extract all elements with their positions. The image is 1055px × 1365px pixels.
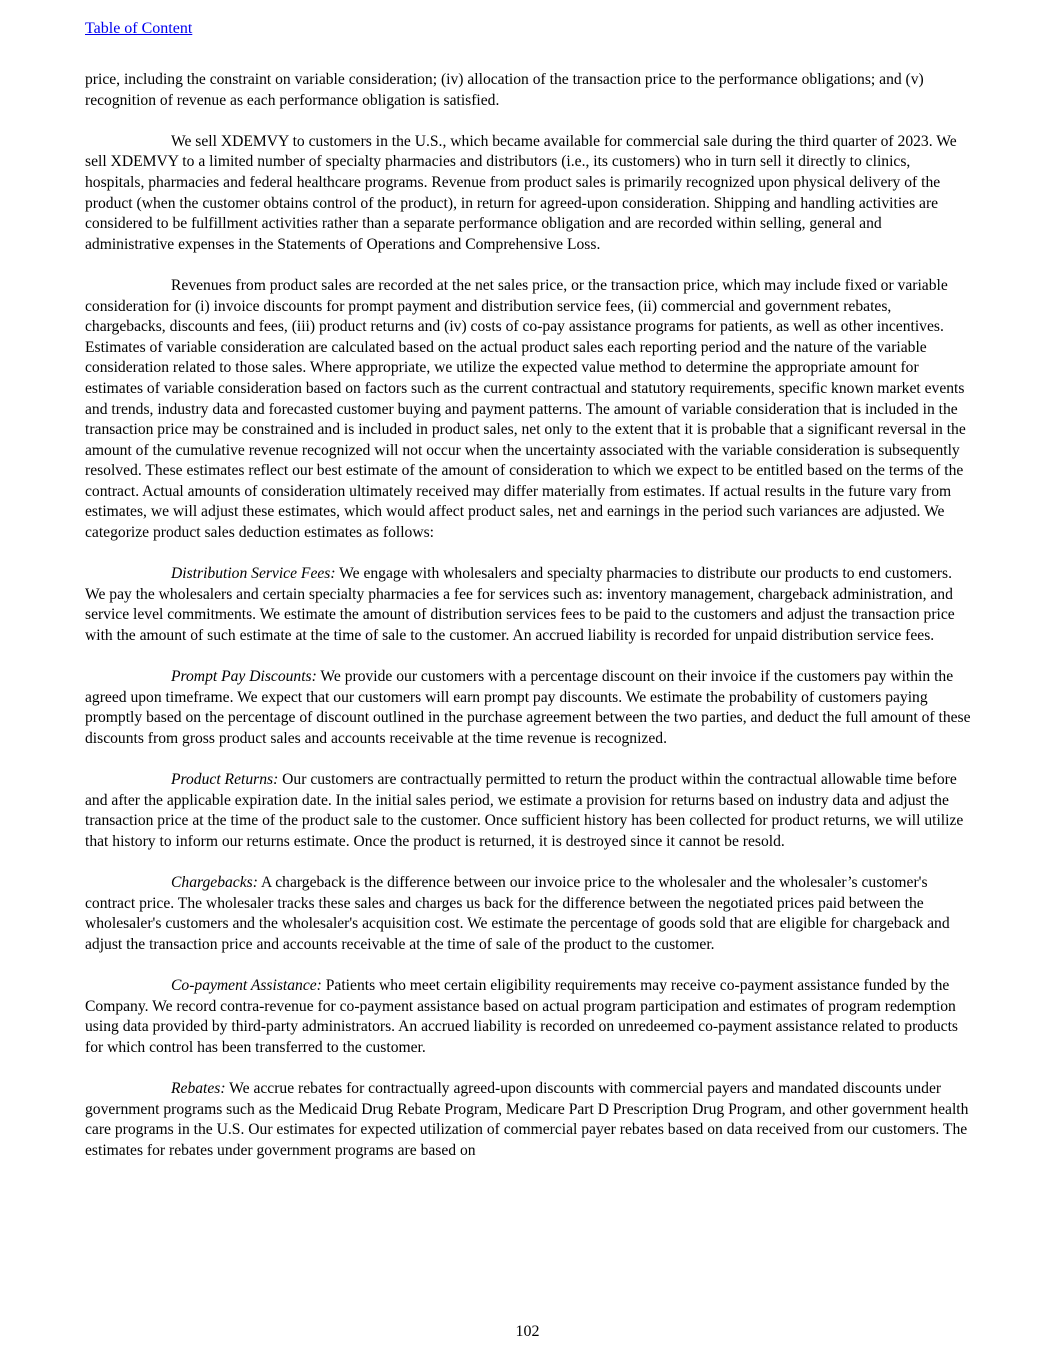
paragraph-product-returns <box>85 770 971 852</box>
distribution-service-fees-heading: Distribution Service Fees: <box>171 565 336 583</box>
chargebacks-text: A chargeback is the difference between our invoice price to the wholesaler and the wholesaler’s customer's contract price. The wholesaler tracks these sales and charges us back for the difference between the negotiated prices paid between the wholesaler's customers and the wholesaler's acquisition cost. We estimate the percentage of goods sold that are eligible for chargeback and adjust the transaction price and accounts receivable at the time of sale of the product to the customer. <box>85 874 950 953</box>
co-payment-assistance-heading: Co-payment Assistance: <box>171 977 322 995</box>
table-of-content-link[interactable]: Table of Content <box>85 20 193 37</box>
paragraph-xdemvy-sales: We sell XDEMVY to customers in the U.S., which became available for commercial sale during the third quarter of 2023. We sell XDEMVY to a limited number of specialty pharmacies and distributors (i.e., its customers) who in turn sell it directly to clinics, hospitals, pharmacies and federal healthcare programs. Revenue from product sales is primarily recognized upon physical delivery of the product (when the customer obtains control of the product), in return for agreed-upon consideration. Shipping and handling activities are considered to be fulfillment activities rather than a separate performance obligation and are recorded within selling, general and administrative expenses in the Statements of Operations and Comprehensive Loss. <box>85 132 957 253</box>
paragraph-continuation: price, including the constraint on variable consideration; (iv) allocation of the transaction price to the performance obligations; and (v) recognition of revenue as each performance obligation is satisfied. <box>85 71 924 109</box>
co-payment-assistance-text: Patients who meet certain eligibility requirements may receive co-payment assistance funded by the Company. We record contra-revenue for co-payment assistance based on actual program participation and estimates of program redemption using data provided by third-party administrators. An accrued liability is recorded on unredeemed co-payment assistance related to products for which control has been transferred to the customer. <box>85 977 958 1056</box>
page-number: 102 <box>515 1323 540 1340</box>
chargebacks-heading: Chargebacks: <box>171 874 258 892</box>
prompt-pay-discounts-heading: Prompt Pay Discounts: <box>171 668 317 686</box>
product-returns-heading: Product Returns: <box>171 771 279 789</box>
paragraph-rebates <box>85 1079 971 1161</box>
paragraph-distribution-service-fees <box>85 564 971 646</box>
product-returns-text: Our customers are contractually permitted to return the product within the contractual allowable time before and after the applicable expiration date. In the initial sales period, we estimate a provision for returns based on industry data and adjust the transaction price at the time of the product sale to the customer. Once sufficient history has been collected for product returns, we will utilize that history to inform our returns estimate. Once the product is returned, it is destroyed since it cannot be resold. <box>85 771 964 850</box>
paragraph-revenue-recognition: Revenues from product sales are recorded at the net sales price, or the transaction price, which may include fixed or variable consideration for (i) invoice discounts for prompt payment and distribution service fees, (ii) commercial and government rebates, chargebacks, discounts and fees, (iii) product returns and (iv) costs of co-pay assistance programs for patients, as well as other incentives. Estimates of variable consideration are calculated based on the actual product sales each reporting period and the nature of the variable consideration related to those sales. Where appropriate, we utilize the expected value method to determine the appropriate amount for estimates of variable consideration based on factors such as the current contractual and statutory requirements, specific known market events and trends, industry data and forecasted customer buying and payment patterns. The amount of variable consideration that is included in the transaction price may be constrained and is included in product sales, net only to the extent that it is probable that a significant reversal in the amount of the cumulative revenue recognized will not occur when the uncertainty associated with the variable consideration is subsequently resolved. These estimates reflect our best estimate of the amount of consideration to which we expect to be entitled based on the terms of the contract. Actual amounts of consideration ultimately received may differ materially from estimates. If actual results in the future vary from estimates, we will adjust these estimates, which would affect product sales, net and earnings in the period such variances are adjusted. We categorize product sales deduction estimates as follows: <box>85 276 966 542</box>
rebates-text: We accrue rebates for contractually agreed-upon discounts with commercial payers and mandated discounts under government programs such as the Medicaid Drug Rebate Program, Medicare Part D Prescription Drug Program, and other government health care programs in the U.S. Our estimates for expected utilization of commercial payer rebates based on data received from our customers. The estimates for rebates under government programs are based on <box>85 1080 969 1159</box>
prompt-pay-discounts-text: We provide our customers with a percentage discount on their invoice if the customers pay within the agreed upon timeframe. We expect that our customers will earn prompt pay discounts. We estimate the probability of customers paying promptly based on the percentage of discount outlined in the purchase agreement between the two parties, and deduct the full amount of these discounts from gross product sales and accounts receivable at the time revenue is recognized. <box>85 668 971 747</box>
paragraph-chargebacks <box>85 873 971 955</box>
distribution-service-fees-text: We engage with wholesalers and specialty pharmacies to distribute our products to end customers. We pay the wholesalers and certain specialty pharmacies a fee for services such as: inventory management, chargeback administration, and service level commitments. We estimate the amount of distribution services fees to be paid to the customers and adjust the transaction price with the amount of such estimate at the time of sale to the customer. An accrued liability is recorded for unpaid distribution service fees. <box>85 565 955 645</box>
paragraph-prompt-pay-discounts <box>85 667 971 749</box>
rebates-heading: Rebates: <box>171 1080 226 1098</box>
paragraph-co-payment-assistance <box>85 976 971 1058</box>
document-body <box>85 70 971 1161</box>
